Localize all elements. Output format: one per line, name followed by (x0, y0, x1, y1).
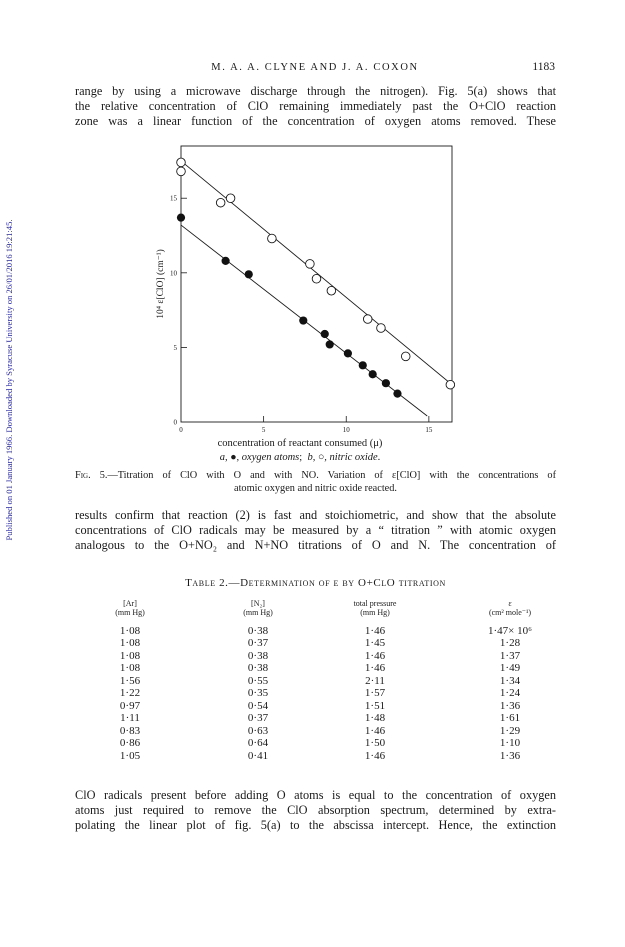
text-line: analogous to the O+NO₂ and N+NO titrations of O and N. The concentration of (75, 538, 556, 553)
text-line: polating the linear plot of fig. 5(a) to the abscissa intercept. Hence, the extinction (75, 818, 556, 833)
table-cell: 1·56 (119, 674, 141, 687)
table-cell: 0·38 (247, 662, 269, 675)
text-line: the relative concentration of ClO remaining immediately past the O+ClO reaction (75, 99, 556, 114)
caption-line-1: —Titration of ClO with O and with NO. Variation of ε[ClO] with the concentrations of (107, 470, 557, 481)
table-cell: 1·61 (499, 712, 521, 725)
table-cell: 1·46 (364, 649, 386, 662)
table-cell: 0·83 (119, 724, 141, 737)
x-tick-label: 10 (342, 426, 350, 434)
y-axis-label: 10⁴ ε[ClO] (cm⁻¹) (156, 249, 166, 319)
caption-label: Fig. 5. (75, 470, 108, 481)
table-cell: 1·51 (364, 699, 386, 712)
table-cell: 0·97 (119, 699, 141, 712)
table-cell: 0·64 (247, 737, 269, 750)
legend-item-a: a, ●, oxygen atoms (219, 452, 300, 463)
y-tick-label: 10 (170, 269, 177, 278)
text-line: range by using a microwave discharge through the nitrogen). Fig. 5(a) shows that (75, 84, 556, 98)
data-point-nitric-oxide (268, 234, 277, 243)
table-cell: 1·36 (499, 749, 521, 762)
data-point-oxygen (299, 316, 307, 324)
data-point-nitric-oxide (401, 352, 410, 361)
table-header-pressure: total pressure (mm Hg) (353, 599, 397, 617)
x-axis-label: concentration of reactant consumed (μ) (217, 438, 383, 449)
table-column-ar (100, 625, 160, 762)
table-cell: 0·38 (247, 625, 269, 637)
fit-line-no (181, 161, 452, 385)
table-cell: 1·49 (499, 662, 521, 675)
legend-item-b: b, ○, nitric oxide (307, 452, 378, 463)
table-cell: 1·08 (119, 662, 141, 675)
table-cell: 1·08 (119, 649, 141, 662)
y-tick-label: 15 (170, 194, 177, 203)
table-header-n2: [N₂] (mm Hg) (243, 599, 273, 617)
table-cell: 1·46 (364, 625, 386, 637)
table-cell: 1·28 (499, 637, 521, 650)
page-number: 1183 (532, 61, 555, 73)
table-cell: 1·22 (119, 687, 141, 700)
x-tick-label: 15 (425, 426, 433, 434)
figure-key: a, ●, oxygen atoms; b, ○, nitric oxide. (219, 452, 381, 463)
table-cell: 1·11 (120, 712, 140, 725)
paragraph-3 (75, 788, 556, 834)
table-cell: 0·37 (247, 637, 269, 650)
plot-frame (181, 146, 452, 422)
table-cell: 1·24 (499, 687, 521, 700)
table-column-n2 (228, 625, 288, 762)
table-cell: 0·37 (247, 712, 269, 725)
y-tick-label: 0 (173, 418, 177, 427)
data-point-nitric-oxide (306, 260, 315, 269)
data-point-oxygen (344, 349, 352, 357)
table-cell: 0·54 (247, 699, 269, 712)
table-cell: 1·36 (499, 699, 521, 712)
text-line: results confirm that reaction (2) is fast and stoichiometric, and show that the absolute (75, 508, 556, 522)
data-point-nitric-oxide (177, 167, 186, 176)
table-cell: 1·29 (499, 724, 521, 737)
table-cell: 1·34 (499, 674, 521, 687)
data-point-nitric-oxide (446, 380, 455, 389)
table-cell: 0·55 (247, 674, 269, 687)
data-point-nitric-oxide (216, 198, 225, 207)
titration-figure (155, 140, 455, 435)
data-point-oxygen (222, 257, 230, 265)
table-cell: 1·10 (499, 737, 521, 750)
text-line: atoms just required to remove the ClO absorption spectrum, determined by extra- (75, 803, 556, 818)
header-authors: M. A. A. CLYNE AND J. A. COXON (211, 62, 419, 73)
table-cell: 1·50 (364, 737, 386, 750)
table-column-epsilon (470, 625, 550, 762)
data-point-oxygen (321, 330, 329, 338)
figure-caption (75, 470, 556, 495)
table-cell: 1·57 (364, 687, 386, 700)
caption-line-2: atomic oxygen and nitric oxide reacted. (234, 482, 397, 494)
data-point-oxygen (326, 340, 334, 348)
table-cell: 1·46 (364, 662, 386, 675)
text-line: concentrations of ClO radicals may be measured by a “ titration ” with atomic oxygen (75, 523, 556, 538)
x-tick-label: 5 (261, 426, 266, 434)
table-cell: 2·11 (365, 674, 385, 687)
table-title: Table 2.—Determination of ε by O+ClO titration (185, 577, 446, 589)
paragraph-1 (75, 84, 556, 130)
data-point-oxygen (382, 379, 390, 387)
table-column-pressure (335, 625, 415, 762)
running-header (75, 62, 555, 76)
data-point-nitric-oxide (363, 315, 372, 324)
table-cell: 1·08 (119, 637, 141, 650)
table-cell: 1·48 (364, 712, 386, 725)
data-point-nitric-oxide (177, 158, 186, 167)
text-line: zone was a linear function of the concentration of oxygen atoms removed. These (75, 114, 556, 129)
table-cell: 0·35 (247, 687, 269, 700)
table-cell: 0·38 (247, 649, 269, 662)
data-point-nitric-oxide (327, 286, 336, 295)
table-header-ar: [Ar] (mm Hg) (115, 599, 145, 617)
data-point-oxygen (245, 270, 253, 278)
data-point-oxygen (359, 361, 367, 369)
table-cell: 0·41 (247, 749, 269, 762)
table-cell: 1·45 (364, 637, 386, 650)
x-tick-label: 0 (179, 426, 183, 434)
text-line: ClO radicals present before adding O atoms is equal to the concentration of oxygen (75, 788, 556, 802)
table-cell: 1·08 (119, 625, 141, 637)
data-point-oxygen (177, 214, 185, 222)
data-point-nitric-oxide (377, 324, 386, 333)
table-header-epsilon: ε (cm² mole⁻¹) (488, 599, 532, 617)
table-cell: 1·05 (119, 749, 141, 762)
data-point-oxygen (393, 390, 401, 398)
data-point-nitric-oxide (226, 194, 235, 203)
download-watermark: Published on 01 January 1966. Downloaded by Syracuse University on 26/01/2016 19:21:45. (4, 219, 14, 541)
data-point-oxygen (369, 370, 377, 378)
table-cell: 0·86 (119, 737, 141, 750)
table-cell: 1·47× 10⁶ (488, 625, 532, 637)
table-cell: 0·63 (247, 724, 269, 737)
data-point-nitric-oxide (312, 274, 321, 283)
paragraph-2 (75, 508, 556, 554)
table-cell: 1·46 (364, 724, 386, 737)
table-cell: 1·46 (364, 749, 386, 762)
y-tick-label: 5 (173, 343, 177, 352)
table-cell: 1·37 (499, 649, 521, 662)
